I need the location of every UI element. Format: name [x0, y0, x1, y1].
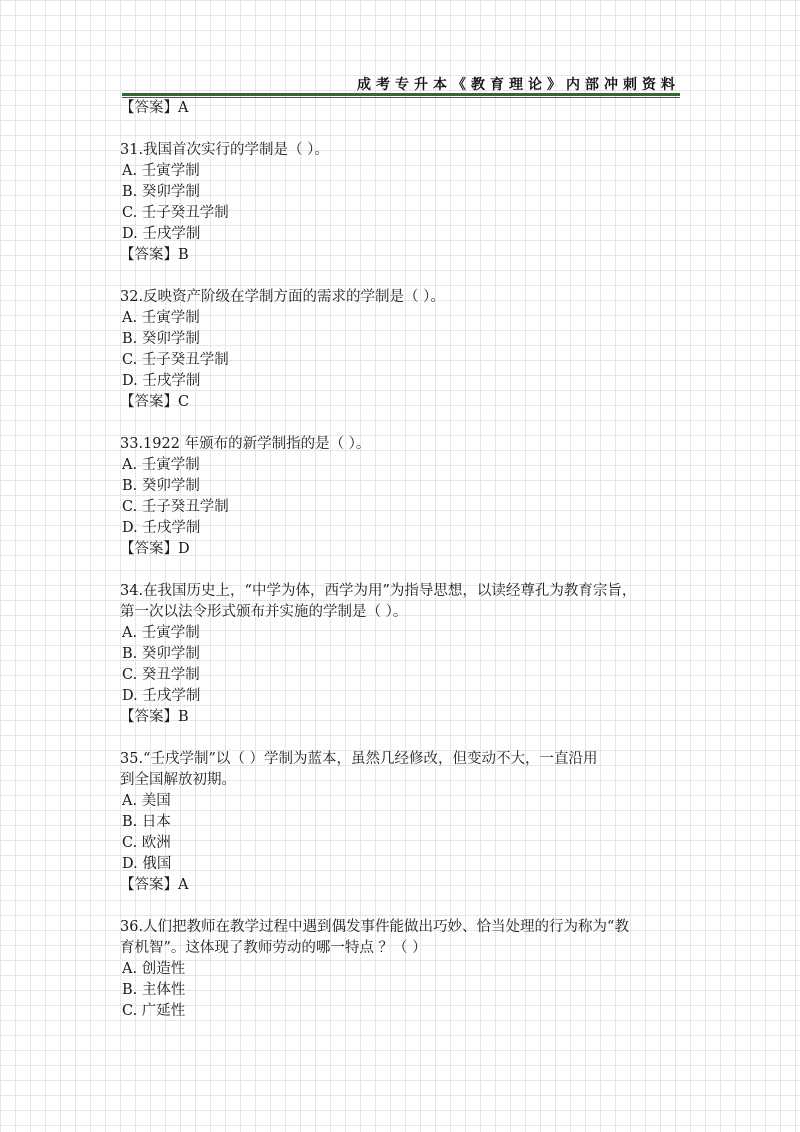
answer-value: B [178, 709, 189, 725]
option-c: C. 壬子癸丑学制 [122, 205, 229, 221]
option-b: B. 癸卯学制 [122, 646, 200, 662]
answer-line [120, 98, 685, 119]
question-33 [120, 434, 685, 560]
question-35 [120, 749, 685, 896]
question-stem: 31.我国首次实行的学制是（ ）。 [120, 142, 329, 158]
question-stem: 32.反映资产阶级在学制方面的需求的学制是（ ）。 [120, 289, 445, 305]
option-b: B. 日本 [122, 814, 171, 830]
question-34 [120, 581, 685, 728]
answer-label: 【答案】 [120, 877, 178, 893]
answer-value: A [178, 877, 189, 893]
option-a: A. 壬寅学制 [122, 163, 200, 179]
option-d: D. 壬戌学制 [122, 688, 201, 704]
question-stem-line-1: 34.在我国历史上，“中学为体，西学为用”为指导思想，以读经尊孔为教育宗旨， [120, 583, 637, 599]
option-c: C. 壬子癸丑学制 [122, 499, 229, 515]
option-a: A. 创造性 [122, 961, 186, 977]
page-header-title: 成考专升本《教育理论》内部冲刺资料 [357, 77, 680, 93]
option-c: C. 壬子癸丑学制 [122, 352, 229, 368]
question-36 [120, 917, 685, 1022]
question-stem-line-2: 到全国解放初期。 [120, 772, 236, 788]
answer-label: 【答案】 [120, 247, 178, 263]
question-31 [120, 140, 685, 266]
answer-line [120, 245, 685, 266]
answer-value: D [178, 541, 190, 557]
question-stem-line-1: 36.人们把教师在教学过程中遇到偶发事件能做出巧妙、恰当处理的行为称为“教 [120, 919, 629, 935]
option-d: D. 壬戌学制 [122, 373, 201, 389]
option-d: D. 壬戌学制 [122, 520, 201, 536]
question-stem-line-2: 第一次以法令形式颁布并实施的学制是（ ）。 [120, 604, 408, 620]
answer-value: A [178, 100, 189, 116]
answer-line [120, 539, 685, 560]
option-a: A. 壬寅学制 [122, 457, 200, 473]
option-c: C. 广延性 [122, 1003, 186, 1019]
question-stem-line-1: 35.“壬戌学制”以（ ）学制为蓝本，虽然几经修改，但变动不大，一直沿用 [120, 751, 598, 767]
answer-line [120, 875, 685, 896]
answer-label: 【答案】 [120, 541, 178, 557]
header-rule [122, 93, 680, 96]
option-c: C. 欧洲 [122, 835, 171, 851]
option-b: B. 癸卯学制 [122, 478, 200, 494]
answer-line [120, 707, 685, 728]
document-body [120, 98, 685, 1022]
answer-label: 【答案】 [120, 709, 178, 725]
option-b: B. 主体性 [122, 982, 186, 998]
question-stem-line-2: 育机智”。这体现了教师劳动的哪一特点 ？（ ） [120, 940, 427, 956]
option-a: A. 美国 [122, 793, 171, 809]
answer-value: B [178, 247, 189, 263]
answer-value: C [178, 394, 190, 410]
option-a: A. 壬寅学制 [122, 625, 200, 641]
answer-line [120, 392, 685, 413]
option-c: C. 癸丑学制 [122, 667, 200, 683]
option-d: D. 俄国 [122, 856, 172, 872]
option-a: A. 壬寅学制 [122, 310, 200, 326]
option-b: B. 癸卯学制 [122, 184, 200, 200]
question-32 [120, 287, 685, 413]
question-stem: 33.1922 年颁布的新学制指的是（ ）。 [120, 436, 371, 452]
answer-label: 【答案】 [120, 394, 178, 410]
answer-label: 【答案】 [120, 100, 178, 116]
option-d: D. 壬戌学制 [122, 226, 201, 242]
option-b: B. 癸卯学制 [122, 331, 200, 347]
